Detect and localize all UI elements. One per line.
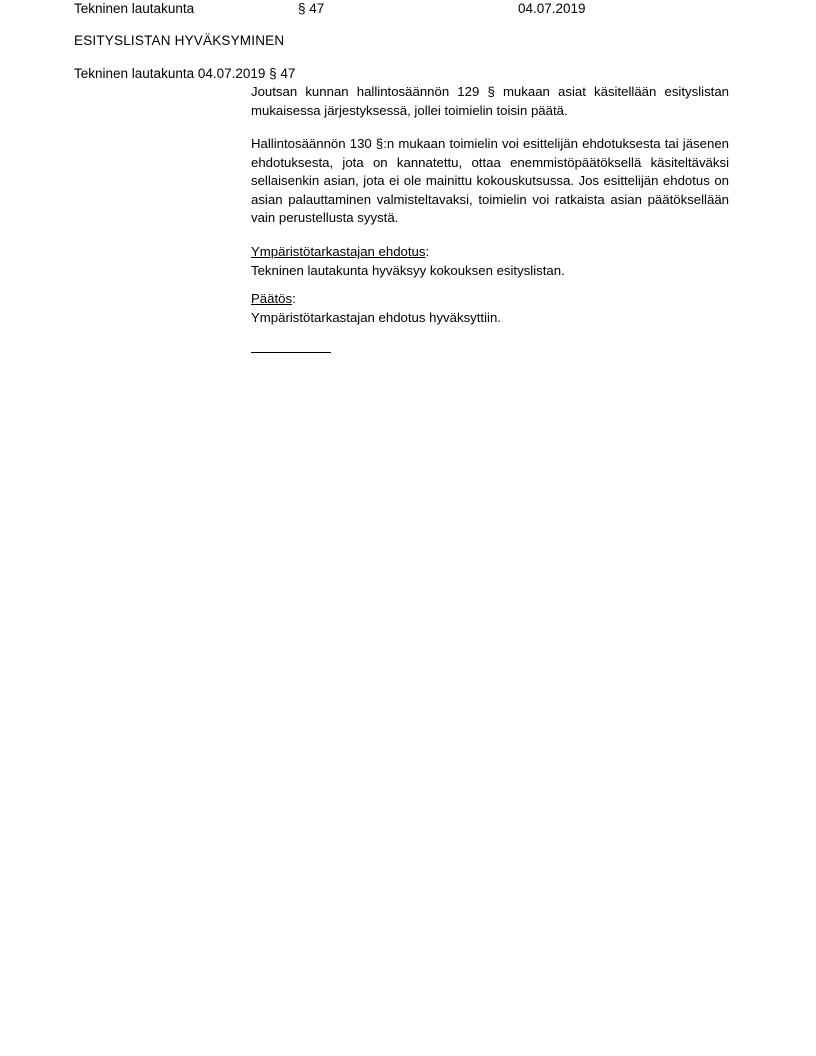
section-divider-rule xyxy=(251,352,331,353)
paragraph-hallintosaanto-129: Joutsan kunnan hallintosäännön 129 § mukaan asiat käsitellään esityslistan mukaisessa järjestyksessä, jollei toimielin toisin päätä. xyxy=(251,84,729,118)
header-organ: Tekninen lautakunta xyxy=(74,1,195,16)
decision-text: Ympäristötarkastajan ehdotus hyväksyttiin. xyxy=(251,309,501,325)
page-title: ESITYSLISTAN HYVÄKSYMINEN xyxy=(74,33,285,48)
proposal-heading xyxy=(251,243,729,262)
header-section-number: § 47 xyxy=(298,1,325,16)
paragraph-hallintosaanto-130: Hallintosäännön 130 §:n mukaan toimielin voi esittelijän ehdotuksesta tai jäsenen ehdotuksesta, jota on kannatettu, ottaa enemmistöpäätöksellä käsiteltäväksi sellaisenkin asian, jota ei ole mainittu kokouskutsussa. Jos esittelijän ehdotus on asian palauttaminen valmisteltavaksi, toimielin voi ratkaista asian päätöksellään vain perustellusta syystä. xyxy=(251,136,729,226)
decision-heading xyxy=(251,290,729,309)
header-date: 04.07.2019 xyxy=(518,1,586,16)
agenda-item-subheading: Tekninen lautakunta 04.07.2019 § 47 xyxy=(74,66,296,81)
decision-label: Päätös xyxy=(251,291,293,306)
proposal-block xyxy=(251,243,729,280)
proposal-colon: : xyxy=(425,244,430,259)
proposal-label: Ympäristötarkastajan ehdotus xyxy=(251,244,426,259)
decision-colon: : xyxy=(292,291,296,306)
proposal-text: Tekninen lautakunta hyväksyy kokouksen esityslistan. xyxy=(251,262,565,278)
decision-block xyxy=(251,290,729,327)
